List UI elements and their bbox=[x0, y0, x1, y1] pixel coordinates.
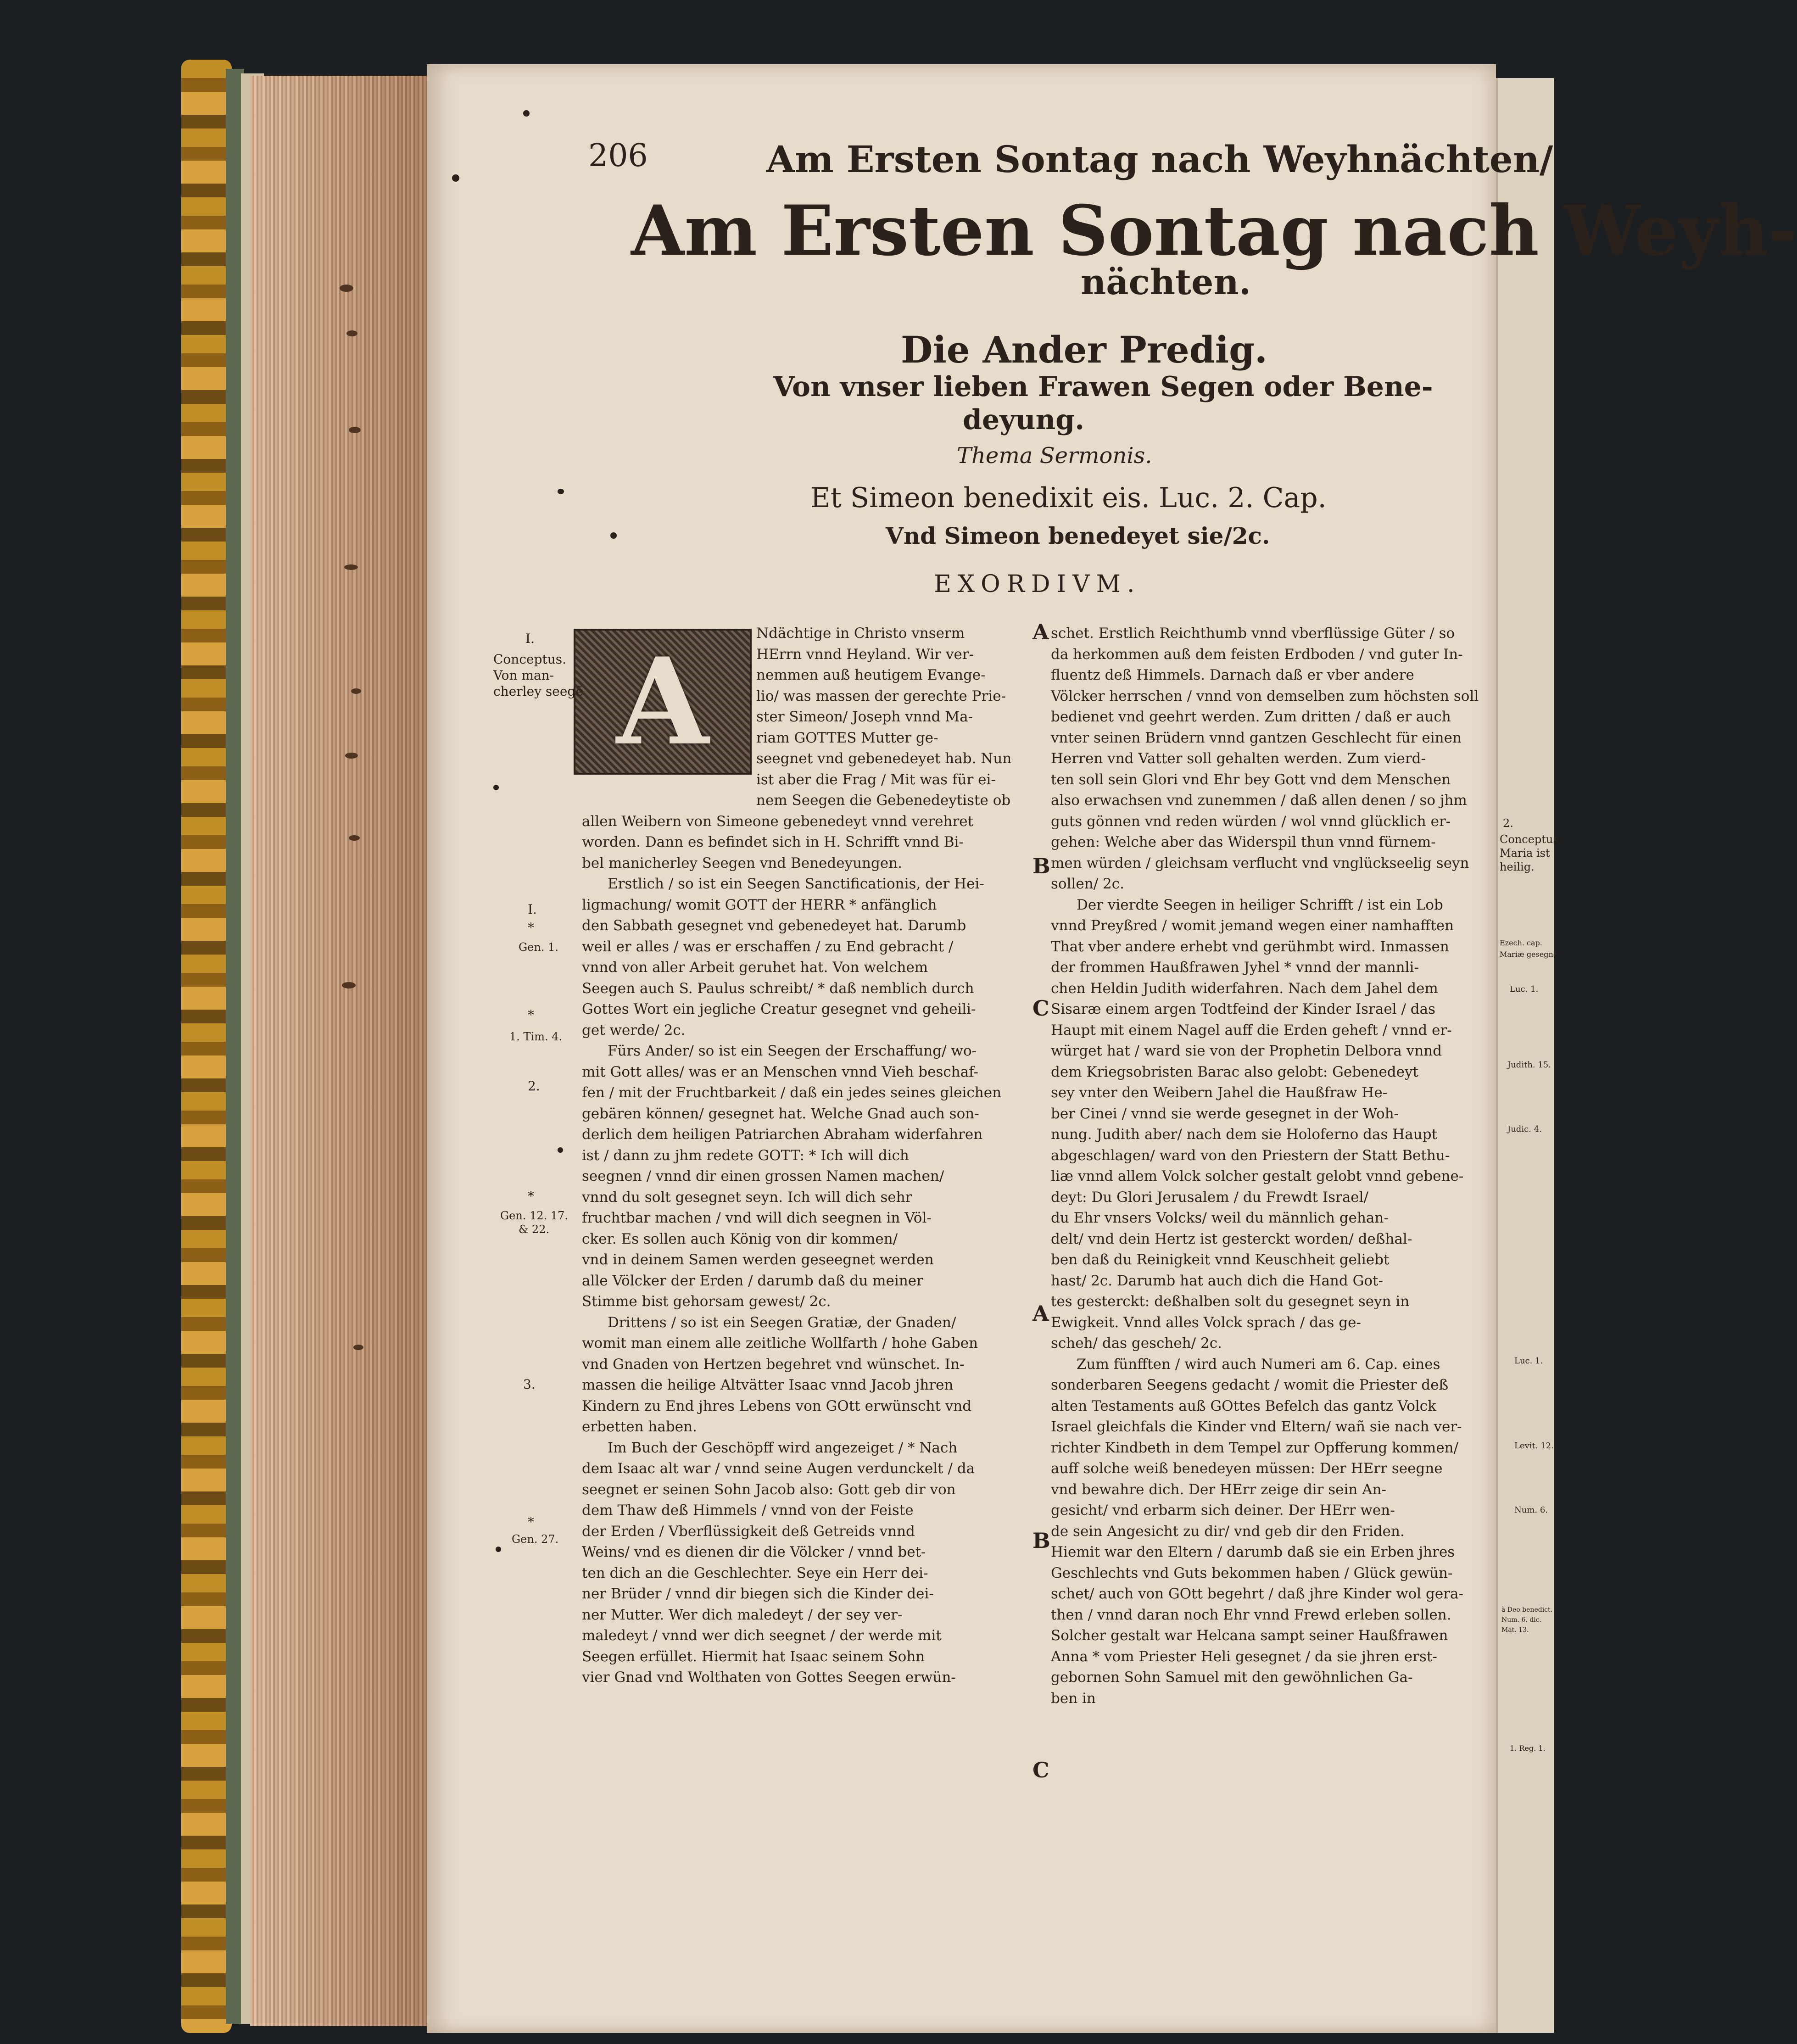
text-line: Israel gleichfals die Kinder vnd Eltern/ wañ sie nach ver- bbox=[1051, 1419, 1462, 1435]
margin-note: à Deo benedict. bbox=[1501, 1606, 1553, 1614]
text-line: ben daß du Reinigkeit vnnd Keuschheit geliebt bbox=[1051, 1251, 1390, 1268]
section-letter: B bbox=[1032, 854, 1050, 878]
text-line: gebären können/ gesegnet hat. Welche Gnad auch son- bbox=[582, 1105, 979, 1122]
text-line: vnnd du solt gesegnet seyn. Ich will dich sehr bbox=[582, 1189, 912, 1206]
section-letter: A bbox=[1032, 620, 1049, 644]
initial-letter: A bbox=[616, 631, 709, 772]
text-line: vnter seinen Brüdern vnnd gantzen Geschlecht für einen bbox=[1051, 729, 1462, 746]
margin-note: Gen. 1. bbox=[519, 941, 558, 954]
text-line: derlich dem heiligen Patriarchen Abraham widerfahren bbox=[582, 1126, 983, 1143]
worm-hole bbox=[346, 330, 357, 336]
text-line: worden. Dann es befindet sich in H. Schrifft vnnd Bi- bbox=[582, 834, 964, 850]
text-line: abgeschlagen/ ward von den Priestern der Statt Bethu- bbox=[1051, 1147, 1450, 1164]
text-line: schet. Erstlich Reichthumb vnnd vberflüssige Güter / so bbox=[1051, 625, 1455, 642]
text-line: auff solche weiß benedeyen müssen: Der HErr seegne bbox=[1051, 1460, 1443, 1477]
subtitle-line-2: deyung. bbox=[963, 404, 1085, 436]
text-line: delt/ vnd dein Hertz ist gesterckt worden/ deßhal- bbox=[1051, 1230, 1412, 1247]
right-text-column bbox=[1051, 623, 1496, 1709]
text-line: Weins/ vnd es dienen dir die Völcker / vnnd bet- bbox=[582, 1544, 926, 1560]
text-line: lio/ was massen der gerechte Prie- bbox=[756, 687, 1006, 704]
ink-spot bbox=[558, 489, 564, 494]
text-line: Anna * vom Priester Heli gesegnet / da sie jhren erst- bbox=[1051, 1648, 1437, 1665]
margin-note: Conceptus. bbox=[1500, 833, 1563, 846]
text-line: weil er alles / was er erschaffen / zu End gebracht / bbox=[582, 938, 954, 955]
text-line: Fürs Ander/ so ist ein Seegen der Erschaffung/ wo- bbox=[608, 1043, 977, 1059]
worm-hole bbox=[349, 835, 360, 841]
text-line: Hiemit war den Eltern / darumb daß sie ein Erben jhres bbox=[1051, 1544, 1455, 1560]
subtitle-line-1: Von vnser lieben Frawen Segen oder Bene- bbox=[773, 371, 1433, 403]
text-line: Stimme bist gehorsam gewest/ 2c. bbox=[582, 1293, 831, 1310]
margin-note: * bbox=[528, 920, 534, 935]
text-line: ten dich an die Geschlechter. Seye ein Herr dei- bbox=[582, 1564, 928, 1581]
text-line: ster Simeon/ Joseph vnnd Ma- bbox=[756, 709, 973, 725]
text-line: fluentz deß Himmels. Darnach daß er vber andere bbox=[1051, 667, 1414, 683]
margin-note: 3. bbox=[523, 1377, 536, 1392]
text-line: alle Völcker der Erden / darumb daß du meiner bbox=[582, 1272, 923, 1289]
text-line: allen Weibern von Simeone gebenedeyt vnnd verehret bbox=[582, 813, 974, 830]
text-line: also erwachsen vnd zunemmen / daß allen denen / so jhm bbox=[1051, 792, 1467, 809]
text-line: fen / mit der Fruchtbarkeit / daß ein jedes seines gleichen bbox=[582, 1084, 1002, 1101]
text-line: ben in bbox=[1051, 1690, 1096, 1707]
text-line: seegnen / vnnd dir einen grossen Namen machen/ bbox=[582, 1168, 944, 1184]
margin-note: * bbox=[528, 1007, 534, 1022]
left-text-column bbox=[582, 623, 1041, 1688]
text-line: Der vierdte Seegen in heiliger Schrifft / ist ein Lob bbox=[1077, 896, 1443, 913]
margin-note: Judith. 15. bbox=[1507, 1060, 1551, 1070]
text-line: then / vnnd daran noch Ehr vnnd Frewd erleben sollen. bbox=[1051, 1606, 1451, 1623]
margin-note: Maria ist bbox=[1500, 847, 1550, 860]
margin-note: Mat. 13. bbox=[1501, 1626, 1529, 1634]
margin-note: Luc. 1. bbox=[1514, 1356, 1543, 1366]
text-line: nung. Judith aber/ nach dem sie Holoferno das Haupt bbox=[1051, 1126, 1438, 1143]
margin-note: Ezech. cap. bbox=[1500, 938, 1542, 947]
section-letter: C bbox=[1032, 1758, 1049, 1782]
text-line: cker. Es sollen auch König von dir kommen/ bbox=[582, 1230, 898, 1247]
text-line: gesicht/ vnd erbarm sich deiner. Der HErr wen- bbox=[1051, 1502, 1395, 1519]
margin-note: Num. 6. dic. bbox=[1501, 1616, 1541, 1624]
ink-spot bbox=[452, 174, 459, 182]
facing-page-edge bbox=[1495, 78, 1554, 2033]
ink-spot bbox=[523, 110, 530, 117]
worm-hole bbox=[340, 285, 353, 292]
text-line: Ewigkeit. Vnnd alles Volck sprach / das ge- bbox=[1051, 1314, 1361, 1331]
text-line: maledeyt / vnnd wer dich seegnet / der werde mit bbox=[582, 1627, 942, 1644]
text-line: fruchtbar machen / vnd will dich seegnen in Völ- bbox=[582, 1210, 932, 1226]
text-line: ligmachung/ womit GOTT der HERR * anfänglich bbox=[582, 896, 937, 913]
text-line: würget hat / ward sie von der Prophetin Delbora vnnd bbox=[1051, 1043, 1442, 1059]
section-letter: A bbox=[1032, 1301, 1049, 1326]
text-line: der Erden / Vberflüssigkeit deß Getreids vnnd bbox=[582, 1523, 915, 1540]
text-line: vier Gnad vnd Wolthaten von Gottes Seegen erwün- bbox=[582, 1669, 956, 1686]
text-line: That vber andere erhebt vnd gerühmbt wird. Inmassen bbox=[1051, 938, 1449, 955]
sermon-label: Die Ander Predig. bbox=[901, 328, 1267, 371]
text-line: bel manicherley Seegen vnd Benedeyungen. bbox=[582, 854, 903, 871]
text-line: gehen: Welche aber das Widerspil thun vnnd fürnem- bbox=[1051, 834, 1436, 850]
book-spine bbox=[181, 60, 232, 2033]
worm-hole bbox=[344, 564, 358, 570]
worm-hole bbox=[345, 753, 358, 759]
text-line: Seegen erfüllet. Hiermit hat Isaac seinem Sohn bbox=[582, 1648, 925, 1665]
text-line: den Sabbath gesegnet vnd gebenedeyet hat. Darumb bbox=[582, 917, 966, 934]
margin-note: I. bbox=[525, 631, 535, 646]
text-line: der frommen Haußfrawen Jyhel * vnnd der mannli- bbox=[1051, 959, 1419, 976]
text-line: sey vnter den Weibern Jahel die Haußfraw He- bbox=[1051, 1084, 1388, 1101]
text-line: Drittens / so ist ein Seegen Gratiæ, der Gnaden/ bbox=[608, 1314, 956, 1331]
text-line: dem Isaac alt war / vnnd seine Augen verdunckelt / da bbox=[582, 1460, 975, 1477]
text-line: liæ vnnd allem Volck solcher gestalt gelobt vnnd gebene- bbox=[1051, 1168, 1464, 1184]
text-line: Sisaræ einem argen Todtfeind der Kinder Israel / das bbox=[1051, 1001, 1435, 1017]
page-number: 206 bbox=[588, 138, 648, 174]
text-line: gebornen Sohn Samuel mit den gewöhnlichen Ga- bbox=[1051, 1669, 1413, 1686]
margin-note: Num. 6. bbox=[1514, 1505, 1548, 1515]
margin-note: Gen. 27. bbox=[512, 1533, 559, 1546]
margin-note: * bbox=[528, 1189, 534, 1204]
margin-note: Von man- bbox=[493, 668, 554, 683]
text-line: seegnet er seinen Sohn Jacob also: Gott geb dir von bbox=[582, 1481, 956, 1498]
worm-hole bbox=[342, 982, 356, 988]
margin-note: & 22. bbox=[519, 1223, 550, 1236]
margin-note: Levit. 12. bbox=[1514, 1441, 1554, 1451]
text-line: ist / dann zu jhm redete GOTT: * Ich will dich bbox=[582, 1147, 909, 1164]
text-line: Ndächtige in Christo vnserm bbox=[756, 625, 965, 642]
text-line: da herkommen auß dem feisten Erdboden / vnd guter In- bbox=[1051, 646, 1463, 663]
latin-theme-text: Et Simeon benedixit eis. Luc. 2. Cap. bbox=[810, 482, 1327, 514]
ink-spot bbox=[558, 1147, 563, 1153]
margin-note: Mariæ gesegnet bbox=[1500, 950, 1561, 959]
german-theme-text: Vnd Simeon benedeyet sie/2c. bbox=[886, 522, 1270, 549]
ink-spot bbox=[610, 532, 617, 539]
margin-note: Conceptus. bbox=[493, 652, 567, 667]
text-line: vnd in deinem Samen werden geseegnet werden bbox=[582, 1251, 934, 1268]
text-line: bedienet vnd geehrt werden. Zum dritten / daß er auch bbox=[1051, 709, 1451, 725]
text-line: erbetten haben. bbox=[582, 1419, 697, 1435]
worm-hole bbox=[349, 427, 361, 433]
text-line: Kindern zu End jhres Lebens von GOtt erwünscht vnd bbox=[582, 1397, 972, 1414]
margin-note: cherley seegẽ bbox=[493, 684, 583, 699]
text-line: vnnd Preyßred / womit jemand wegen einer namhafften bbox=[1051, 917, 1454, 934]
margin-note: Gen. 12. 17. bbox=[500, 1209, 569, 1222]
text-line: chen Heldin Judith widerfahren. Nach dem Jahel dem bbox=[1051, 980, 1438, 997]
ink-spot bbox=[493, 785, 499, 790]
exordium-heading: EXORDIVM. bbox=[934, 570, 1141, 598]
page-block-shade bbox=[250, 76, 429, 2026]
text-line: ner Mutter. Wer dich maledeyt / der sey ver- bbox=[582, 1606, 903, 1623]
thema-label: Thema Sermonis. bbox=[957, 443, 1152, 469]
running-head: Am Ersten Sontag nach Weyhnächten/ bbox=[766, 138, 1553, 181]
chapter-title-line-1: Am Ersten Sontag nach Weyh- bbox=[631, 190, 1797, 271]
margin-note: heilig. bbox=[1500, 860, 1535, 873]
text-line: richter Kindbeth in dem Tempel zur Opfferung kommen/ bbox=[1051, 1439, 1459, 1456]
text-line: Völcker herrschen / vnnd von demselben zum höchsten soll bbox=[1051, 687, 1479, 704]
text-line: ner Brüder / vnnd dir biegen sich die Kinder dei- bbox=[582, 1586, 934, 1602]
text-line: HErrn vnnd Heyland. Wir ver- bbox=[756, 646, 974, 663]
text-line: scheh/ das gescheh/ 2c. bbox=[1051, 1335, 1222, 1351]
section-letter: C bbox=[1032, 996, 1049, 1021]
ink-spot bbox=[496, 1547, 501, 1552]
margin-note: * bbox=[528, 1514, 534, 1530]
text-line: Zum fünfften / wird auch Numeri am 6. Cap. eines bbox=[1077, 1356, 1440, 1373]
text-line: ten soll sein Glori vnd Ehr bey Gott vnd dem Menschen bbox=[1051, 771, 1451, 788]
worm-hole bbox=[351, 688, 361, 694]
text-line: vnnd von aller Arbeit geruhet hat. Von welchem bbox=[582, 959, 928, 976]
text-line: schet/ auch von GOtt begehrt / daß jhre Kinder wol gera- bbox=[1051, 1586, 1463, 1602]
text-line: guts gönnen vnd reden würden / wol vnnd glücklich er- bbox=[1051, 813, 1451, 830]
text-line: sollen/ 2c. bbox=[1051, 876, 1124, 892]
text-line: Erstlich / so ist ein Seegen Sanctificationis, der Hei- bbox=[608, 876, 984, 892]
text-line: womit man einem alle zeitliche Wollfarth / hohe Gaben bbox=[582, 1335, 978, 1351]
section-letter: B bbox=[1032, 1528, 1050, 1553]
text-line: sonderbaren Seegens gedacht / womit die Priester deß bbox=[1051, 1377, 1449, 1393]
text-line: Seegen auch S. Paulus schreibt/ * daß nemblich durch bbox=[582, 980, 974, 997]
text-line: alten Testaments auß GOttes Befelch das gantz Volck bbox=[1051, 1397, 1436, 1414]
text-line: du Ehr vnsers Volcks/ weil du männlich gehan- bbox=[1051, 1210, 1389, 1226]
text-line: Im Buch der Geschöpff wird angezeiget / * Nach bbox=[608, 1439, 958, 1456]
text-line: Gottes Wort ein jegliche Creatur gesegnet vnd geheili- bbox=[582, 1001, 976, 1017]
worm-hole bbox=[353, 1345, 363, 1350]
chapter-title-line-2: nächten. bbox=[1081, 262, 1251, 302]
text-line: seegnet vnd gebenedeyet hab. Nun bbox=[756, 750, 1012, 767]
text-line: ist aber die Frag / Mit was für ei- bbox=[756, 771, 996, 788]
text-line: de sein Angesicht zu dir/ vnd geb dir den Friden. bbox=[1051, 1523, 1405, 1540]
margin-note: 2. bbox=[1503, 817, 1513, 830]
text-line: vnd bewahre dich. Der HErr zeige dir sein An- bbox=[1051, 1481, 1387, 1498]
text-line: Geschlechts vnd Guts bekommen haben / Glück gewün- bbox=[1051, 1564, 1453, 1581]
margin-note: 1. Tim. 4. bbox=[509, 1030, 563, 1043]
text-line: Herren vnd Vatter soll gehalten werden. Zum vierd- bbox=[1051, 750, 1426, 767]
text-line: deyt: Du Glori Jerusalem / du Frewdt Israel/ bbox=[1051, 1189, 1369, 1206]
text-line: mit Gott alles/ was er an Menschen vnnd Vieh beschaf- bbox=[582, 1063, 979, 1080]
text-line: vnd Gnaden von Hertzen begehret vnd wünschet. In- bbox=[582, 1356, 965, 1373]
text-line: nemmen auß heutigem Evange- bbox=[756, 667, 986, 683]
text-line: dem Thaw deß Himmels / vnnd von der Feiste bbox=[582, 1502, 914, 1519]
text-line: Haupt mit einem Nagel auff die Erden geheft / vnnd er- bbox=[1051, 1022, 1452, 1039]
text-line: nem Seegen die Gebenedeytiste ob bbox=[756, 792, 1011, 809]
text-line: massen die heilige Altvätter Isaac vnnd Jacob jhren bbox=[582, 1377, 954, 1393]
text-line: riam GOTTES Mutter ge- bbox=[756, 729, 938, 746]
margin-note: Luc. 1. bbox=[1510, 984, 1539, 994]
text-line: dem Kriegsobristen Barac also gelobt: Gebenedeyt bbox=[1051, 1063, 1418, 1080]
text-line: men würden / gleichsam verflucht vnd vnglückseelig seyn bbox=[1051, 854, 1469, 871]
text-line: get werde/ 2c. bbox=[582, 1022, 686, 1039]
text-line: Solcher gestalt war Helcana sampt seiner Haußfrawen bbox=[1051, 1627, 1448, 1644]
margin-note: 2. bbox=[528, 1078, 540, 1094]
margin-note: I. bbox=[528, 902, 537, 917]
text-line: ber Cinei / vnnd sie werde gesegnet in der Woh- bbox=[1051, 1105, 1399, 1122]
text-line: hast/ 2c. Darumb hat auch dich die Hand Got- bbox=[1051, 1272, 1383, 1289]
text-line: tes gesterckt: deßhalben solt du gesegnet seyn in bbox=[1051, 1293, 1410, 1310]
margin-note: 1. Reg. 1. bbox=[1510, 1744, 1546, 1753]
margin-note: Judic. 4. bbox=[1507, 1124, 1542, 1134]
